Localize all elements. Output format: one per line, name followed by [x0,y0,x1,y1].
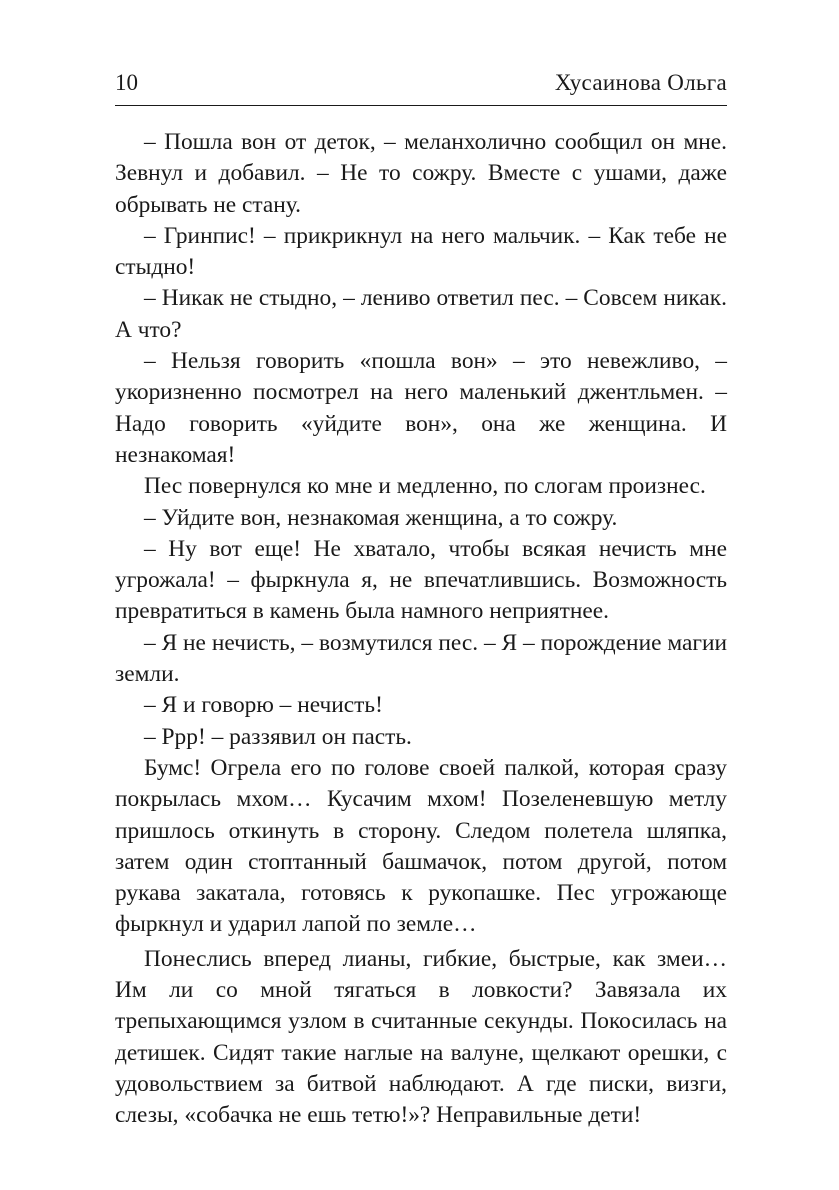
paragraph: Пес повернулся ко мне и медленно, по слогам произнес. [144,473,706,500]
paragraph: – Пошла вон от деток, – меланхолично сообщил он мне. Зевнул и добавил. – Не то сожру. Вместе с ушами, даже обрывать не стану. [115,129,727,218]
page-number: 10 [115,70,138,95]
paragraph: – Нельзя говорить «пошла вон» – это невежливо, – укоризненно посмотрел на него маленький джентльмен. – Надо говорить «уйдите вон», она же женщина. И незнакомая! [115,348,727,468]
paragraph: – Уйдите вон, незнакомая женщина, а то сожру. [144,504,618,531]
body-text [115,127,727,1132]
paragraph: – Я и говорю – нечисть! [144,692,383,719]
paragraph: Бумс! Огрела его по голове своей палкой, которая сразу покрылась мхом… Кусачим мхом! Позеленевшую метлу пришлось откинуть в сторону. Следом полетела шляпка, затем один стоптанный башмачок, потом другой, потом рукава закатала, готовясь к рукопашке. Пес угрожающе фыркнул и ударил лапой по земле… [115,754,727,938]
page-header [115,66,727,100]
paragraph: – Я не нечисть, – возмутился пес. – Я – порождение магии земли. [115,629,727,688]
paragraph: Понеслись вперед лианы, гибкие, быстрые, как змеи… Им ли со мной тягаться в ловкости? Завязала их трепыхающимся узлом в считанные секунды. Покосилась на детишек. Сидят такие наглые на валуне, щелкают орешки, с удовольствием за битвой наблюдают. А где писки, визги, слезы, «собачка не ешь тетю!»? Неправильные дети! [115,945,727,1129]
paragraph: – Ррр! – раззявил он пасть. [144,723,412,750]
running-head-author: Хусаинова Ольга [554,70,727,95]
header-rule [115,105,727,106]
paragraph: – Гринпис! – прикрикнул на него мальчик. – Как тебе не стыдно! [115,222,727,281]
paragraph: – Ну вот еще! Не хватало, чтобы всякая нечисть мне угрожала! – фыркнула я, не впечатлившись. Возможность превратиться в камень была намного неприятнее. [115,535,727,625]
paragraph: – Никак не стыдно, – лениво ответил пес. – Совсем никак. А что? [115,285,727,343]
